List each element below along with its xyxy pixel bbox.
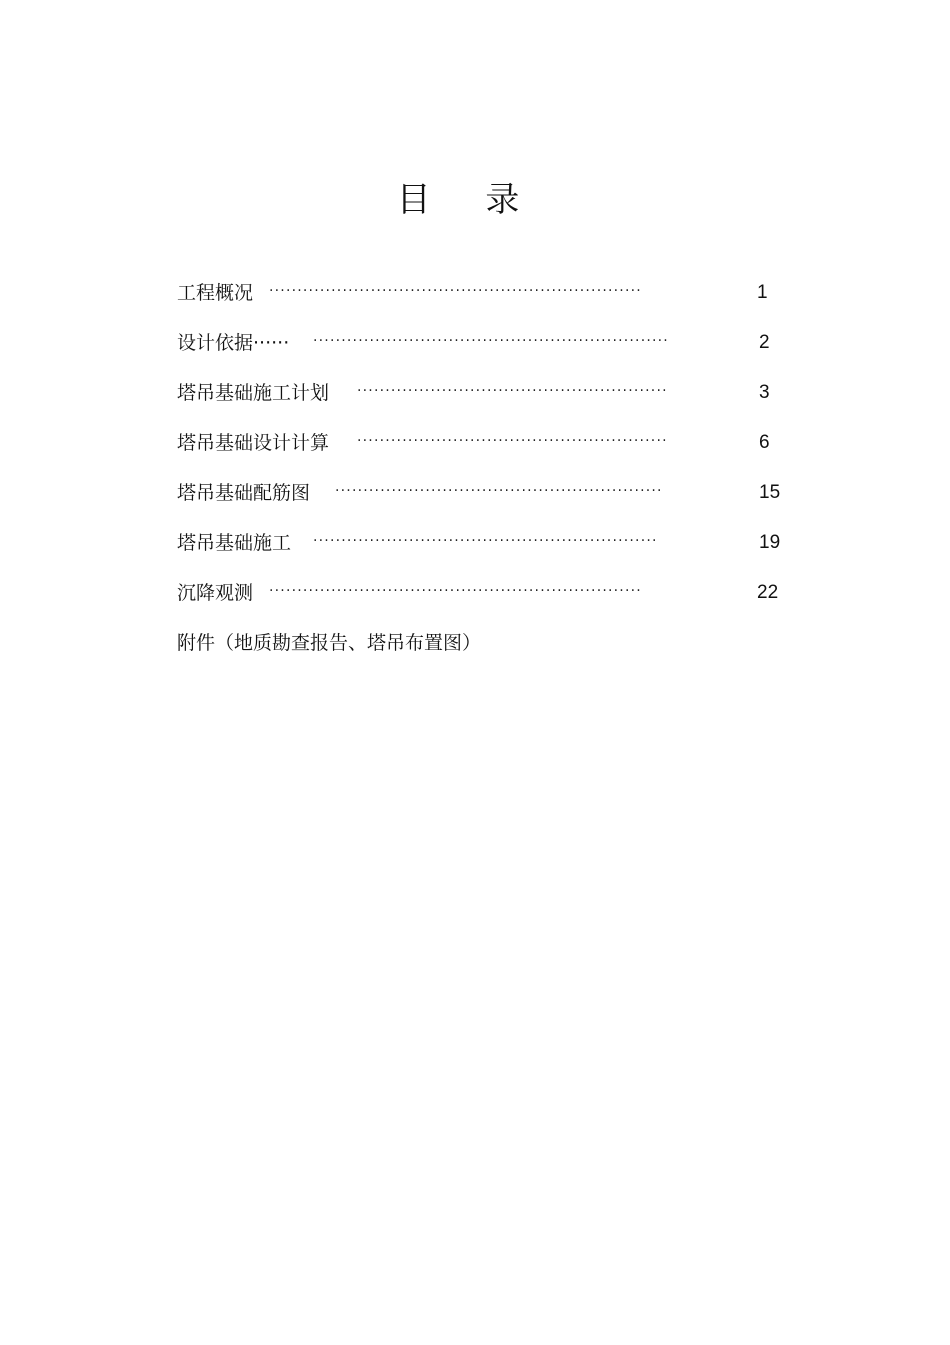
toc-leader-dots: ·························································· — [335, 483, 663, 499]
toc-page-number: 2 — [759, 332, 770, 353]
toc-entry-label: 塔吊基础施工 — [177, 532, 292, 554]
toc-leader-dots: ·································································· — [269, 583, 642, 599]
toc-entry[interactable] — [177, 577, 797, 627]
toc-entry[interactable] — [177, 477, 797, 527]
table-of-contents — [177, 277, 797, 667]
toc-page-number: 19 — [759, 532, 781, 553]
toc-page-number: 15 — [759, 482, 781, 503]
toc-page-number: 6 — [759, 432, 770, 453]
toc-entry[interactable] — [177, 377, 797, 427]
toc-entry[interactable] — [177, 427, 797, 477]
toc-entry[interactable] — [177, 277, 797, 327]
page-title: 目 录 — [396, 180, 542, 220]
toc-entry-label: 工程概况 — [177, 282, 254, 304]
toc-page-number: 3 — [759, 382, 770, 403]
toc-entry[interactable] — [177, 327, 797, 377]
toc-leader-dots: ·································································· — [269, 283, 642, 299]
toc-page-number: 1 — [757, 282, 768, 303]
toc-leader-dots: ····························································· — [313, 533, 658, 549]
toc-leader-dots: ······················································· — [357, 433, 668, 449]
toc-entry-label: 塔吊基础施工计划 — [177, 382, 330, 404]
toc-appendix-label: 附件（地质勘查报告、塔吊布置图） — [177, 632, 482, 654]
toc-entry-label: 设计依据······ — [177, 332, 290, 354]
toc-leader-dots: ······························································· — [313, 333, 669, 349]
toc-entry-label: 沉降观测 — [177, 582, 254, 604]
toc-appendix-entry[interactable] — [177, 627, 797, 667]
toc-entry-label: 塔吊基础设计计算 — [177, 432, 330, 454]
toc-page-number: 22 — [757, 582, 779, 603]
toc-entry[interactable] — [177, 527, 797, 577]
toc-entry-label: 塔吊基础配筋图 — [177, 482, 311, 504]
toc-leader-dots: ······················································· — [357, 383, 668, 399]
